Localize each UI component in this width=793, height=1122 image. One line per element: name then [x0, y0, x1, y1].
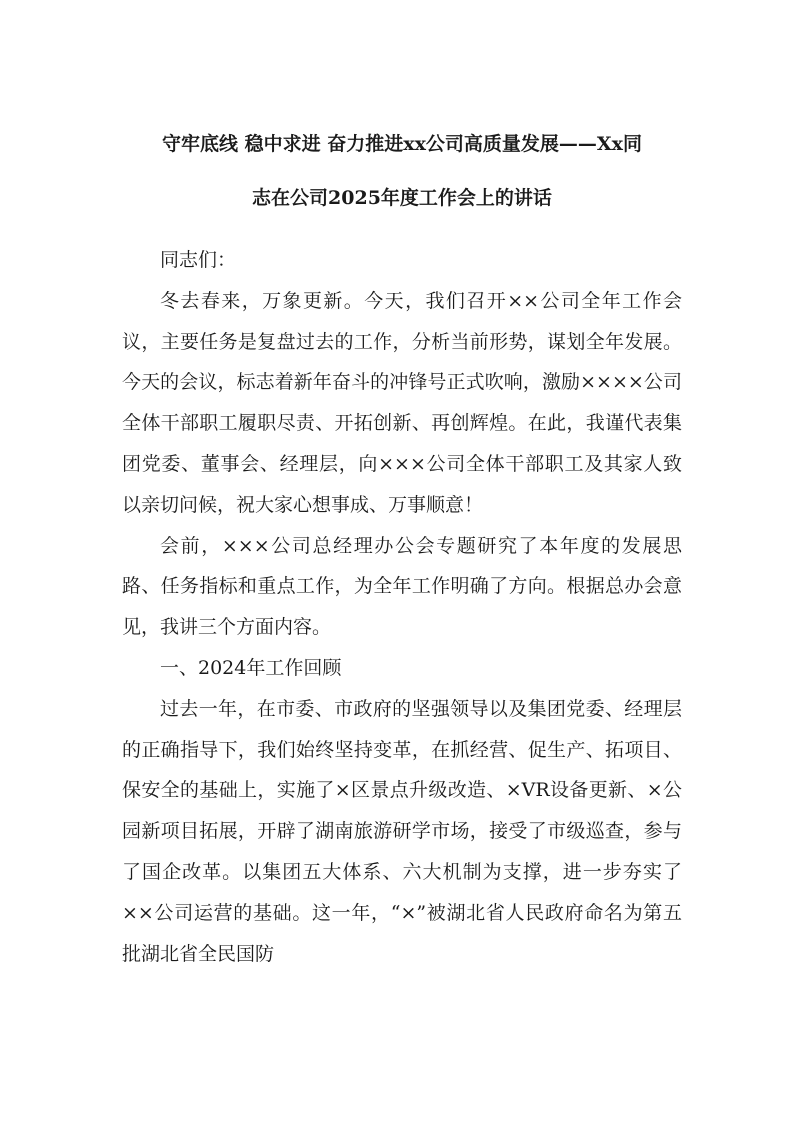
salutation: 同志们：: [160, 249, 237, 271]
document-title: [122, 117, 682, 225]
document-body: [122, 240, 682, 974]
title-line-1: 守牢底线 稳中求进 奋力推进xx公司高质量发展——Xx同: [162, 133, 642, 155]
paragraph-agenda: 会前，×××公司总经理办公会专题研究了本年度的发展思路、任务指标和重点工作，为全年工作明确了方向。根据总办会意见，我讲三个方面内容。: [122, 534, 682, 639]
paragraph-review: 过去一年，在市委、市政府的坚强领导以及集团党委、经理层的正确指导下，我们始终坚持变革，在抓经营、促生产、拓项目、保安全的基础上，实施了×区景点升级改造、×VR设备更新、×公园新项目拓展，开辟了湖南旅游研学市场，接受了市级巡查，参与了国企改革。以集团五大体系、六大机制为支撑，进一步夯实了××公司运营的基础。这一年，“×”被湖北省人民政府命名为第五批湖北省全民国防: [122, 697, 682, 965]
section-heading: 一、2024年工作回顾: [160, 656, 342, 679]
paragraph-opening: 冬去春来，万象更新。今天，我们召开××公司全年工作会议，主要任务是复盘过去的工作，分析当前形势，谋划全年发展。今天的会议，标志着新年奋斗的冲锋号正式吹响，激励××××公司全体干部职工履职尽责、开拓创新、再创辉煌。在此，我谨代表集团党委、董事会、经理层，向×××公司全体干部职工及其家人致以亲切问候，祝大家心想事成、万事顺意！: [122, 289, 682, 516]
title-line-2: 志在公司2025年度工作会上的讲话: [252, 187, 552, 209]
